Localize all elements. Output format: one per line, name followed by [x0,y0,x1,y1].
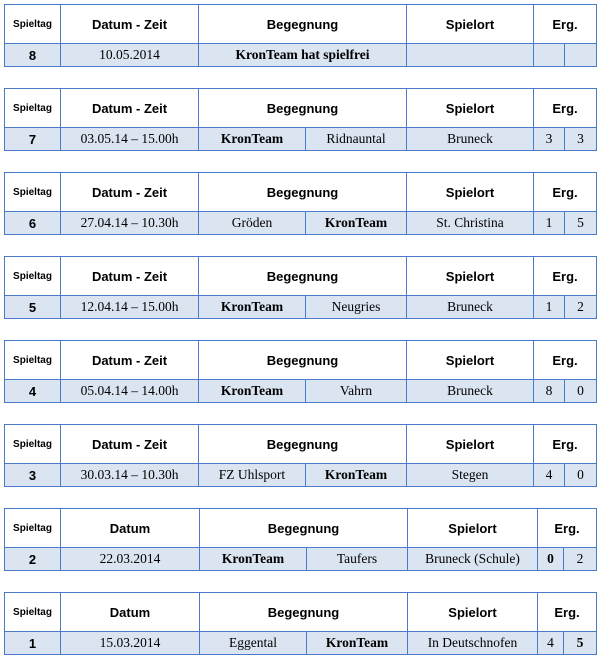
header-spielort: Spielort [408,509,538,548]
match-table-4 [4,340,596,403]
header-datum-zeit: Datum - Zeit [61,425,199,464]
match-date: 15.03.2014 [61,632,200,655]
score-home: 1 [534,296,565,319]
match-table-6 [4,172,596,235]
header-begegnung: Begegnung [199,425,407,464]
home-team: Gröden [199,212,306,235]
header-ergebnis: Erg. [534,89,597,128]
score-home [534,44,565,67]
away-team: KronTeam [306,464,407,487]
spieltag-number: 2 [5,548,61,571]
match-venue: Bruneck (Schule) [408,548,538,571]
home-team: Eggental [200,632,307,655]
match-table-2 [4,508,596,571]
header-spieltag: Spieltag [5,89,61,128]
header-begegnung: Begegnung [199,173,407,212]
header-ergebnis: Erg. [534,341,597,380]
header-spielort: Spielort [408,593,538,632]
match-table-3 [4,424,596,487]
header-begegnung: Begegnung [199,89,407,128]
header-spielort: Spielort [407,425,534,464]
match-date: 27.04.14 – 10.30h [61,212,199,235]
header-spieltag: Spieltag [5,257,61,296]
away-team: Vahrn [306,380,407,403]
spieltag-number: 3 [5,464,61,487]
spieltag-number: 7 [5,128,61,151]
header-spielort: Spielort [407,5,534,44]
spieltag-number: 5 [5,296,61,319]
header-begegnung: Begegnung [199,257,407,296]
header-datum-zeit: Datum - Zeit [61,89,199,128]
header-begegnung: Begegnung [200,593,408,632]
match-date: 30.03.14 – 10.30h [61,464,199,487]
away-team: Ridnauntal [306,128,407,151]
match-venue: St. Christina [407,212,534,235]
home-team: KronTeam [200,548,307,571]
header-ergebnis: Erg. [538,509,597,548]
match-venue: Stegen [407,464,534,487]
header-begegnung: Begegnung [200,509,408,548]
header-spieltag: Spieltag [5,509,61,548]
header-spieltag: Spieltag [5,173,61,212]
bye-note: KronTeam hat spielfrei [199,44,407,67]
home-team: KronTeam [199,380,306,403]
header-spielort: Spielort [407,89,534,128]
score-away: 3 [565,128,597,151]
match-table-5 [4,256,596,319]
header-datum-zeit: Datum - Zeit [61,5,199,44]
match-date: 03.05.14 – 15.00h [61,128,199,151]
away-team: Neugries [306,296,407,319]
match-venue: In Deutschnofen [408,632,538,655]
header-ergebnis: Erg. [534,173,597,212]
score-away: 0 [565,464,597,487]
score-away: 2 [564,548,597,571]
header-datum: Datum [61,509,200,548]
header-datum-zeit: Datum - Zeit [61,173,199,212]
home-team: KronTeam [199,296,306,319]
header-datum: Datum [61,593,200,632]
match-venue [407,44,534,67]
spieltag-number: 6 [5,212,61,235]
score-away [565,44,597,67]
header-ergebnis: Erg. [534,425,597,464]
match-venue: Bruneck [407,380,534,403]
home-team: FZ Uhlsport [199,464,306,487]
score-away: 2 [565,296,597,319]
away-team: Taufers [307,548,408,571]
header-begegnung: Begegnung [199,5,407,44]
match-date: 05.04.14 – 14.00h [61,380,199,403]
score-away: 5 [564,632,597,655]
score-home: 0 [538,548,564,571]
header-datum-zeit: Datum - Zeit [61,257,199,296]
header-begegnung: Begegnung [199,341,407,380]
header-spieltag: Spieltag [5,593,61,632]
score-home: 3 [534,128,565,151]
spieltag-number: 1 [5,632,61,655]
match-date: 12.04.14 – 15.00h [61,296,199,319]
match-venue: Bruneck [407,128,534,151]
header-ergebnis: Erg. [538,593,597,632]
header-ergebnis: Erg. [534,5,597,44]
away-team: KronTeam [306,212,407,235]
match-date: 22.03.2014 [61,548,200,571]
away-team: KronTeam [307,632,408,655]
match-table-8 [4,4,596,67]
header-spielort: Spielort [407,341,534,380]
header-spieltag: Spieltag [5,5,61,44]
match-date: 10.05.2014 [61,44,199,67]
score-home: 1 [534,212,565,235]
score-home: 8 [534,380,565,403]
header-spieltag: Spieltag [5,341,61,380]
header-spielort: Spielort [407,173,534,212]
score-away: 5 [565,212,597,235]
match-table-1 [4,592,596,655]
match-table-7 [4,88,596,151]
score-home: 4 [538,632,564,655]
header-ergebnis: Erg. [534,257,597,296]
home-team: KronTeam [199,128,306,151]
spieltag-number: 4 [5,380,61,403]
header-spieltag: Spieltag [5,425,61,464]
header-datum-zeit: Datum - Zeit [61,341,199,380]
score-away: 0 [565,380,597,403]
header-spielort: Spielort [407,257,534,296]
score-home: 4 [534,464,565,487]
match-venue: Bruneck [407,296,534,319]
spieltag-number: 8 [5,44,61,67]
